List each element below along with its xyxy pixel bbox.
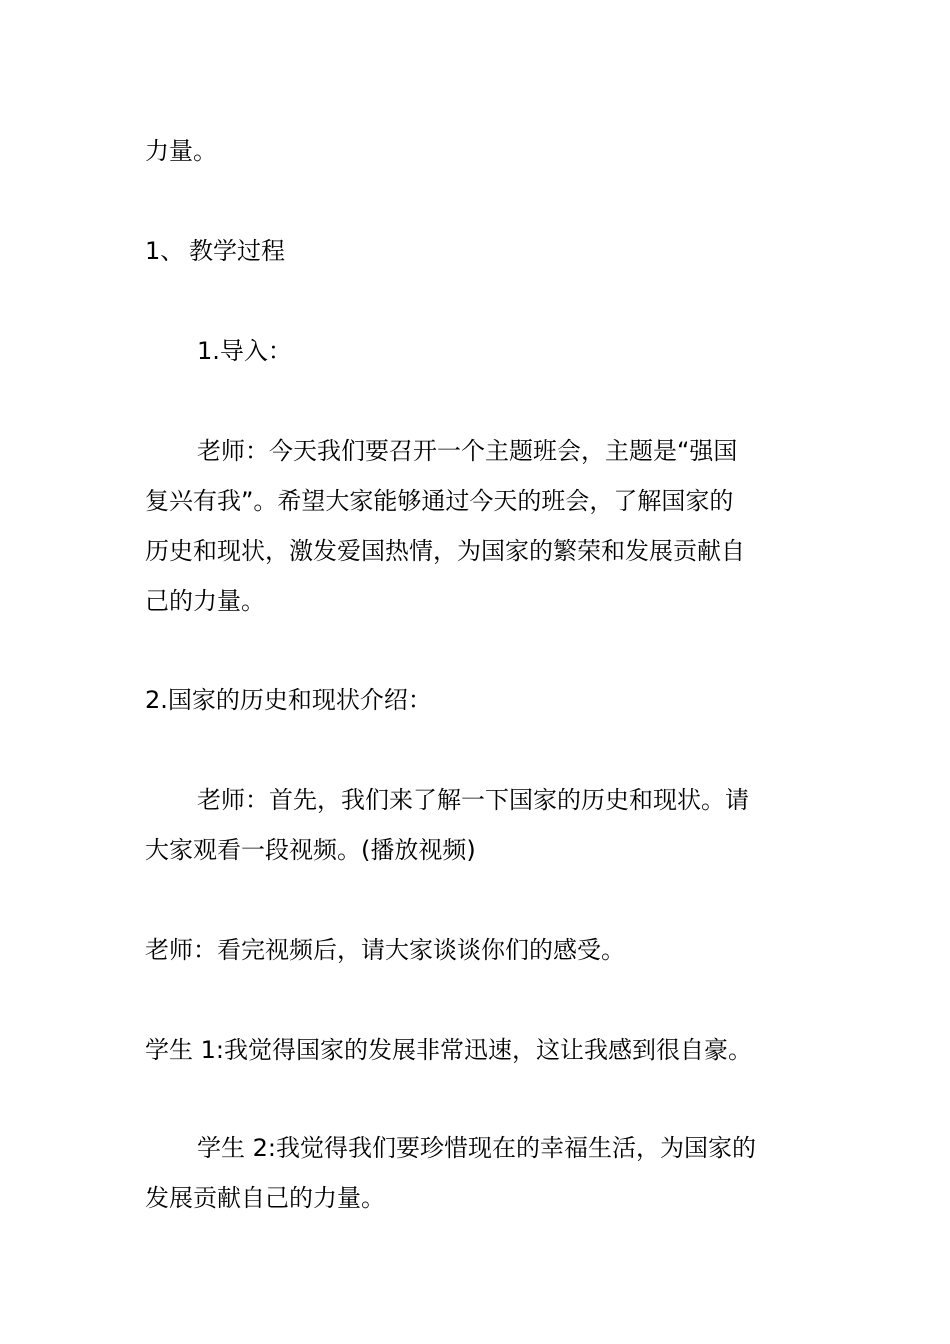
paragraph-student-1: 学生 1:我觉得国家的发展非常迅速，这让我感到很自豪。 — [145, 1036, 752, 1064]
paragraph-row: 学生 2:我觉得我们要珍惜现在的幸福生活，为国家的 — [197, 1134, 756, 1162]
section-heading — [145, 226, 285, 276]
paragraph-row: 复兴有我”。希望大家能够通过今天的班会，了解国家的 — [145, 487, 734, 515]
paragraph-student-2 — [145, 1123, 807, 1223]
subsection-title-intro: 1.导入： — [197, 337, 292, 365]
paragraph-row: 老师：首先，我们来了解一下国家的历史和现状。请 — [197, 786, 749, 814]
paragraph-row: 己的力量。 — [145, 587, 265, 615]
paragraph-row: 大家观看一段视频。(播放视频) — [145, 836, 476, 864]
subsection-title-history: 2.国家的历史和现状介绍： — [145, 686, 432, 714]
paragraph-row: 历史和现状，激发爱国热情，为国家的繁荣和发展贡献自 — [145, 537, 745, 565]
paragraph-teacher-intro — [145, 426, 807, 626]
heading-text: 教学过程 — [189, 237, 285, 265]
paragraph-teacher-video — [145, 775, 807, 875]
paragraph-row: 发展贡献自己的力量。 — [145, 1184, 385, 1212]
paragraph-row: 老师：今天我们要召开一个主题班会，主题是“强国 — [197, 437, 738, 465]
text-line: 力量。 — [145, 137, 217, 165]
heading-number: 1、 — [145, 237, 185, 265]
paragraph-teacher-question: 老师：看完视频后，请大家谈谈你们的感受。 — [145, 936, 625, 964]
